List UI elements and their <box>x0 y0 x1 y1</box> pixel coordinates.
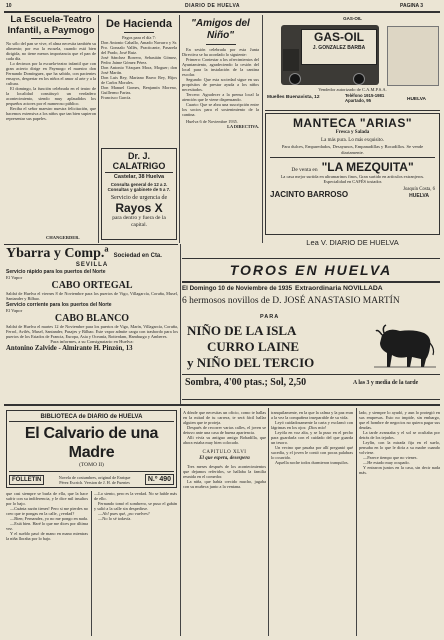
novel-paragraph: Y el sueldo pasó de mano en mano mientras la niña lloraba por lo bajo. <box>6 531 88 541</box>
divider <box>4 244 178 245</box>
ybarra-title: Ybarra y Comp.ª <box>6 246 109 261</box>
novel-paragraph: —He estado muy ocupado. <box>363 460 410 465</box>
article-paragraph: En sesión celebrada por esta Junta Directiva se ha acordado lo siguiente: <box>182 47 259 57</box>
chapter-number: CAPITULO XLVI <box>202 450 247 455</box>
article-paragraph: No sólo del pan se vive, el alma necesita también su alimento; por eso la escuela, cuando está bien dirigida, no tiene menos importancia que el pan de cada día. <box>6 41 96 61</box>
sign-subtitle: J. GONZALEZ BARBA <box>312 45 366 51</box>
event-type: Extraordinaria NOVILLADA <box>295 285 383 292</box>
novel-tomo: (TOMO II) <box>79 462 104 468</box>
doctor-name: Dr. J. CALATRIGO <box>112 151 166 171</box>
article-paragraph: Reciba el señor maestro nuestra felicitación, que hacemos extensiva a los niños que tan bien supieron representar sus papeles. <box>6 106 96 121</box>
article-paragraph: Don Antonio Caballo, Amado Navarro y Sr. Pro. Gonzalo Vallés, Practicante, Pasarela del Prado, José Ruiz. <box>101 40 177 55</box>
ybarra-service: Servicio rápido para los puertos del Norte <box>6 269 106 275</box>
page-number-left: 10 <box>6 3 12 9</box>
divider <box>124 32 154 33</box>
novel-column <box>94 491 177 636</box>
article-hacienda <box>101 18 177 100</box>
shop-text: La casa mejor surtida en ultramarinos finos, Gran surtido en artículos extranjeros. Especialidad en CAFÉS tostados <box>280 174 425 185</box>
novel-paragraph: —Bien; Fernandez, yo no me pongo en nada. <box>10 516 88 521</box>
section-rule <box>4 404 440 406</box>
gasoil-sign <box>281 25 379 85</box>
novel-paragraph: Después de recorrer varias calles, el joven se detuvo ante una casa de buena apariencia. <box>183 425 266 435</box>
ship-name: CABO ORTEGAL <box>51 280 133 291</box>
novel-paragraph: —Lo siento, pero es la verdad. No se hable más de ello. <box>94 491 177 501</box>
divider <box>182 258 440 259</box>
masthead-paper-name: DIARIO DE HUELVA <box>185 3 241 9</box>
ad-toros <box>182 285 440 397</box>
column-rule <box>262 15 263 243</box>
truck-cab <box>283 49 299 71</box>
novel-paragraph: Y entraron juntos en la casa, sin decir nada más. <box>359 465 440 475</box>
agent-address: Antonino Zalvide - Almirante H. Pinzón, 13 <box>6 345 133 352</box>
biblioteca-label: BIBLIOTECA de DIARIO de HUELVA <box>9 413 174 422</box>
gasoil-caption: Vendedor autorizado de C.A.M.P.S.A. <box>318 87 387 92</box>
article-paragraph: José Sánchez Borrero, Sebastián Gómez, Pedro Jaime Gómez Pérez. <box>101 55 177 65</box>
article-paragraph: Cuarto: Que se abra una suscripción entre los socios para el sostenimiento de la cantina. <box>182 102 259 117</box>
novel-paragraph: —Está bien. Haré lo que me dices por última vez. <box>6 521 88 531</box>
torero-name: NIÑO DE LA ISLA <box>187 323 297 338</box>
column-rule <box>268 408 269 636</box>
torero-name: CURRO LAINE <box>207 339 300 354</box>
column-rule <box>180 244 181 404</box>
novel-number: N.º 490 <box>145 474 174 485</box>
event-bulls: 6 hermosos novillos de D. JOSÉ ANASTASIO MARTÍN <box>182 296 400 306</box>
novel-paragraph: Tres meses después de los acontecimientos que dejamos referidos, se hallaba la familia reunida en el comedor. <box>183 464 266 479</box>
novel-info: Novela de costumbres, original de Enrique Pérez Escrich. Version de J. H. de Fuentes <box>58 474 131 485</box>
sale-label: De venta en <box>291 167 318 173</box>
article-signature: LA DIRECTIVA. <box>227 124 259 129</box>
event-date: El Domingo 10 de Noviembre de 1935 <box>182 285 293 292</box>
ad-ybarra <box>6 246 178 396</box>
novel-paragraph: Alli vivía su antiguo amigo Bobadilla, que ahora estaba muy bien colocado. <box>183 435 266 445</box>
divider <box>182 399 440 400</box>
novel-paragraph: Un vecino que pasaba por allí preguntó qué sucedía, y el joven le contó con pocas palabras lo ocurrido. <box>271 445 353 460</box>
article-amigos-del-nino <box>182 18 259 129</box>
novel-paragraph: Fernando tomó el sombrero, se puso el gabán y salió a la calle sin despedirse. <box>94 501 177 511</box>
novel-paragraph: que casi siempre se burla de ella, que la hace sufrir con su indiferencia, y le dice mil insultos por lo bajo. <box>6 491 88 506</box>
gasoil-top-label: GAS-OIL <box>343 16 362 21</box>
article-paragraph: Lo decimos por la escuela-teatro infantil que con gran acierto dirige en Paymogo el maestro don Fernando Domínguez, que ha sabido, con pacientes ensayos, despertar en los niños el amor al arte y a la cultura. <box>6 61 96 86</box>
novel-paragraph: tranquilamente, en la que la calma y la paz eran a la vez la compañera inseparable de su vida. <box>271 410 353 420</box>
manteca-title: MANTECA "ARIAS" <box>292 116 413 130</box>
lea-diario: Lea V. DIARIO DE HUELVA <box>306 238 399 247</box>
event-time: A las 3 y media de la tarde <box>353 380 419 386</box>
divider <box>31 38 71 39</box>
column-rule <box>91 491 92 636</box>
doctor-service: Servicio de urgencia de <box>110 195 168 201</box>
divider <box>182 281 440 283</box>
article-paragraph: Don Manuel Gomes, Benjamín Moreno, Guillermo Farias. <box>101 85 177 95</box>
event-prices: Sombra, 4'00 ptas.; Sol, 2,50 <box>185 377 307 388</box>
ship-description: Saldrá de Huelva el viernes 8 de Noviembre para los puertos de Vigo, Villagarcía, Coruña, Musel, Santander y Bilbao. <box>6 291 178 301</box>
shop-city: HUELVA <box>409 192 429 199</box>
column-rule <box>180 408 181 636</box>
article-title: "Amigos del Niño" <box>191 18 250 41</box>
novel-paragraph: Leyó cuidadosamente la carta y exclamó con lágrimas en los ojos: ¡Dios mío! <box>271 420 353 430</box>
truck-wheel <box>289 73 301 85</box>
novel-paragraph: La niña, que había crecido mucho, jugaba con su muñeca junto a la ventana. <box>183 479 266 489</box>
divider <box>265 110 440 111</box>
ybarra-subtitle: Sociedad en Cta. <box>113 253 162 259</box>
article-dateline: Huelva 6 de Noviembre 1935. <box>186 119 238 124</box>
owner-name: JACINTO BARROSO <box>270 189 349 199</box>
novel-paragraph: —Ah! pues qué, ¿no vuelves? <box>98 511 150 516</box>
column-rule <box>356 408 357 636</box>
novel-column <box>271 410 353 636</box>
doctor-availability: para dentro y fuera de la capital. <box>112 215 166 228</box>
gasoil-phone: Teléfono 1915-1981 Apartado, 95 <box>345 93 385 103</box>
article-paragraph: Francisco García. <box>101 95 132 100</box>
novel-paragraph: lado, y siempre lo ayudó, y aun lo protegió en sus empresas. Esto no impide, sin embargo, que el hombre de negocios no quiera pagar sus deudas. <box>359 410 440 430</box>
novel-column <box>6 491 88 636</box>
gasoil-side-box <box>387 26 439 86</box>
divider <box>270 157 435 158</box>
folletin-label: FOLLETIN <box>9 475 44 485</box>
column-rule <box>179 15 180 243</box>
event-para: PARA <box>260 314 280 320</box>
chapter-title: El que espera, desespera <box>199 456 250 461</box>
novel-column <box>183 410 266 636</box>
article-paragraph: Don Antonio Vázquez Mora, Moguer; don José Martín. <box>101 65 177 75</box>
truck-wheel <box>353 73 365 85</box>
divider <box>206 44 236 45</box>
novel-paragraph: Leylín, con la mirada fija en el suelo, pensaba en lo que le diría a su madre cuando volviese. <box>359 440 440 455</box>
novel-paragraph: —Parece tiempo que no vienes. <box>363 455 418 460</box>
doctor-hours: Consulta general de 12 a 2. Consultas y gabinete de 5 a 7. <box>107 182 171 192</box>
ship-description: Saldrá de Huelva el martes 12 de Noviembre para los puertos de Vigo, Marín, Villagarcía, Coruña, Ferrol, Avilés, Musel, Santander, Pasajes y Bilbao. Este vapor admite carga con trasbordo para los puertos de los Estados de Francia, Europa, Asia y Oceanía, Rotterdam, Hamburgo y Amberes. <box>6 324 178 339</box>
novel-title: El Calvario de una Madre <box>24 425 159 461</box>
bull-icon <box>374 321 436 369</box>
novel-paragraph: —Cuánta razón tienes! Pero si me pierdes no creo que te pongas en la calle, ¿verdad? <box>6 506 88 516</box>
novel-paragraph: Aquella noche todos durmieron tranquilos. <box>275 460 349 465</box>
vapor-label: El Vapor <box>6 275 23 280</box>
header-rule <box>4 11 440 13</box>
novel-paragraph: —No lo sé todavía. <box>98 516 132 521</box>
novel-header <box>6 410 177 488</box>
article-signature: CHANGERDER. <box>46 235 80 240</box>
ad-calatrigo <box>101 148 177 240</box>
doctor-address: Castelar, 38 Huelva <box>113 174 165 180</box>
toros-banner: TOROS EN HUELVA <box>229 262 393 278</box>
article-paragraph: El domingo, la función celebrada en el teatro de la localidad constituyó un verdadero acontecimiento, siendo muy aplaudidos los pequeños actores por el numeroso público. <box>6 86 96 106</box>
torero-name: y NIÑO DEL TERCIO <box>187 355 315 370</box>
divider <box>105 172 173 173</box>
gasoil-address: Muelles Buenavista, 12 <box>267 95 320 100</box>
column-rule <box>98 15 99 243</box>
article-title: De Hacienda <box>105 18 173 30</box>
novel-paragraph: A dónde que necesitas un oficio, como te hallas en la mitad de tu carrera, te será fácil hallar alguien que te proteja. <box>183 410 266 425</box>
novel-column <box>359 410 440 636</box>
article-paragraph: Don Luis Rey, Mariano Bravo Rey, Hijos de Carlos Morales. <box>101 75 177 85</box>
shop-address: Joaquín Costa, 6 <box>403 187 435 193</box>
ybarra-city: SEVILLA <box>75 262 109 268</box>
sign-title: GAS-OIL <box>314 30 364 44</box>
article-paragraph: Pagos para el día 7: <box>122 35 156 40</box>
ybarra-service: Servicio corriente para los puertos del Norte <box>6 302 112 308</box>
ad-manteca-arias <box>265 113 440 235</box>
manteca-subtitle: Fresca y Salada <box>335 130 370 135</box>
novel-paragraph: Leyóla en voz alta, y se la puso en el pecho para guardarla con el cuidado del que guarda un tesoro. <box>271 430 353 445</box>
ship-name: CABO BLANCO <box>54 313 130 324</box>
ad-gasoil <box>265 16 440 109</box>
novel-paragraph: La tarde avanzaba y el sol se ocultaba por detrás de los tejados. <box>359 430 440 440</box>
manteca-text: La más pura. Lo más exquisito. <box>321 138 384 143</box>
article-paragraph: Primero: Contestar a los ofrecimientos del Ayuntamiento, agradeciendo la cesión del local para la instalación de la cantina escolar. <box>182 57 259 77</box>
article-paragraph: Segundo: Que esta sociedad sigue en sus propósitos de prestar ayuda a los niños necesitados. <box>182 77 259 92</box>
vapor-label: El Vapor <box>6 308 23 313</box>
article-paragraph: Tercero: Agradecer a la prensa local la atención que le viene dispensando. <box>182 92 259 102</box>
informes-text: Para informes, a su Consignatario en Huelva: <box>50 339 134 344</box>
article-title: La Escuela-Teatro Infantil, a Paymogo <box>7 14 95 36</box>
doctor-rays: Rayos X <box>115 201 163 215</box>
page-number-right: PAGINA 3 <box>400 3 424 9</box>
shop-name: "LA MEZQUITA" <box>321 160 414 174</box>
tank-sign <box>301 29 377 65</box>
manteca-text: Para dulces, Emparedados, Desayunos, Empanadillas y Bocadillos. Se vende diariamente. <box>281 144 424 155</box>
divider <box>182 374 440 375</box>
gasoil-city: HUELVA <box>407 97 427 102</box>
